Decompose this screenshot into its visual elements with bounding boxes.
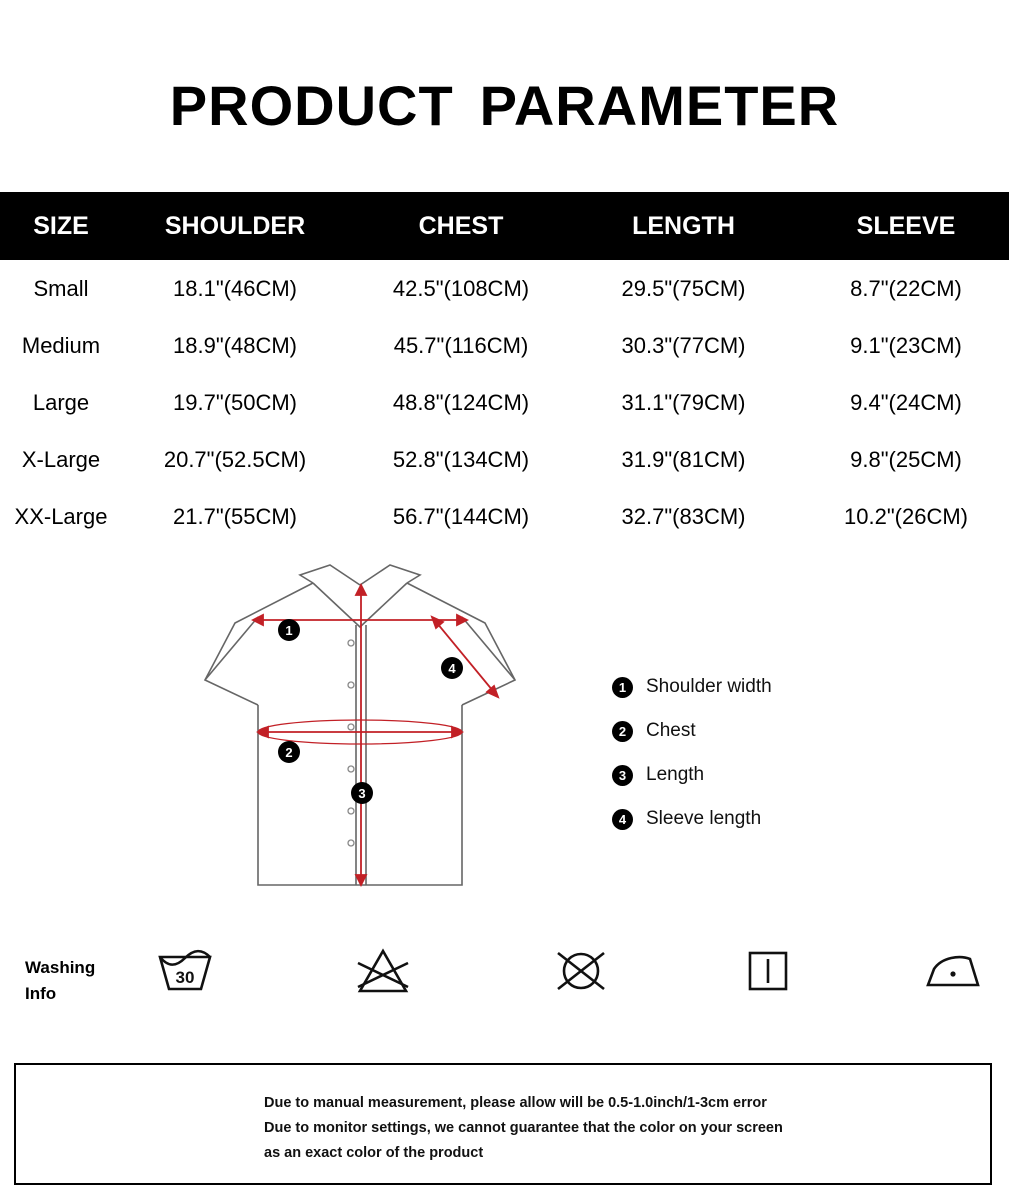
cell-sleeve: 10.2"(26CM) <box>844 503 968 529</box>
size-chart-body <box>0 260 1009 545</box>
iron-low-icon <box>920 943 986 999</box>
cell-length: 29.5"(75CM) <box>621 275 746 301</box>
cell-size: Medium <box>21 332 101 358</box>
legend-item <box>612 665 772 709</box>
cell-sleeve: 9.1"(23CM) <box>850 332 962 358</box>
legend-badge-4: 4 <box>612 809 633 830</box>
page-title-part1: PRODUCT <box>169 74 454 137</box>
column-header-length: LENGTH <box>574 192 793 260</box>
legend-badge-1: 1 <box>612 677 633 698</box>
cell-chest: 52.8"(134CM) <box>392 446 530 472</box>
cell-sleeve: 8.7"(22CM) <box>850 275 962 301</box>
svg-text:4: 4 <box>448 661 456 676</box>
measurement-legend <box>612 665 772 841</box>
column-header-size: SIZE <box>0 192 122 260</box>
cell-chest: 56.7"(144CM) <box>392 503 530 529</box>
wash-temperature-text: 30 <box>175 968 195 987</box>
cell-shoulder: 18.1"(46CM) <box>173 275 297 301</box>
cell-chest: 45.7"(116CM) <box>393 332 529 358</box>
legend-badge-2: 2 <box>612 721 633 742</box>
cell-shoulder: 18.9"(48CM) <box>173 332 297 358</box>
legend-label-length: Length <box>646 764 705 785</box>
svg-text:1: 1 <box>285 623 293 638</box>
table-row <box>0 431 1009 488</box>
washing-info-label <box>25 955 95 1006</box>
column-header-sleeve: SLEEVE <box>793 192 1009 260</box>
column-header-shoulder: SHOULDER <box>122 192 348 260</box>
washing-label-line2: Info <box>25 983 57 1003</box>
measurement-diagram-section <box>0 555 1009 925</box>
drip-dry-icon <box>740 943 796 999</box>
cell-size: Small <box>33 275 89 301</box>
cell-size: X-Large <box>21 446 101 472</box>
legend-label-chest: Chest <box>646 720 696 741</box>
cell-size: Large <box>32 389 90 415</box>
svg-text:3: 3 <box>358 786 366 801</box>
do-not-bleach-icon <box>350 943 416 999</box>
cell-shoulder: 21.7"(55CM) <box>173 503 297 529</box>
legend-label-sleeve-length: Sleeve length <box>646 808 762 829</box>
legend-badge-3: 3 <box>612 765 633 786</box>
page-title-part2: PARAMETER <box>479 74 840 137</box>
svg-text:2: 2 <box>285 745 293 760</box>
size-chart-header <box>0 192 1009 260</box>
disclaimer-line-1: Due to manual measurement, please allow will be 0.5-1.0inch/1-3cm error <box>264 1095 767 1111</box>
table-row <box>0 488 1009 545</box>
legend-label-shoulder-width: Shoulder width <box>646 676 772 697</box>
legend-item <box>612 797 772 841</box>
cell-sleeve: 9.4"(24CM) <box>850 389 962 415</box>
cell-length: 30.3"(77CM) <box>621 332 746 358</box>
disclaimer-line-2: Due to monitor settings, we cannot guarantee that the color on your screen <box>264 1120 783 1136</box>
disclaimer-box <box>14 1063 992 1185</box>
shirt-diagram-icon <box>180 555 540 915</box>
washing-label-line1: Washing <box>25 958 96 977</box>
cell-chest: 48.8"(124CM) <box>392 389 530 415</box>
do-not-tumble-dry-icon <box>548 943 614 999</box>
size-chart-table <box>0 192 1009 545</box>
page-title <box>0 0 1009 137</box>
table-header-row <box>0 192 1009 260</box>
cell-sleeve: 9.8"(25CM) <box>850 446 962 472</box>
column-header-chest: CHEST <box>348 192 574 260</box>
legend-item <box>612 753 772 797</box>
cell-length: 31.1"(79CM) <box>621 389 746 415</box>
cell-chest: 42.5"(108CM) <box>392 275 530 301</box>
wash-30-icon <box>152 943 218 999</box>
table-row <box>0 317 1009 374</box>
legend-item <box>612 709 772 753</box>
cell-shoulder: 19.7"(50CM) <box>173 389 297 415</box>
washing-info-section <box>0 933 1009 1043</box>
cell-size: XX-Large <box>14 503 108 529</box>
cell-shoulder: 20.7"(52.5CM) <box>163 446 307 472</box>
table-row <box>0 374 1009 431</box>
cell-length: 32.7"(83CM) <box>621 503 746 529</box>
disclaimer-line-3: as an exact color of the product <box>264 1145 484 1161</box>
cell-length: 31.9"(81CM) <box>621 446 746 472</box>
table-row <box>0 260 1009 317</box>
